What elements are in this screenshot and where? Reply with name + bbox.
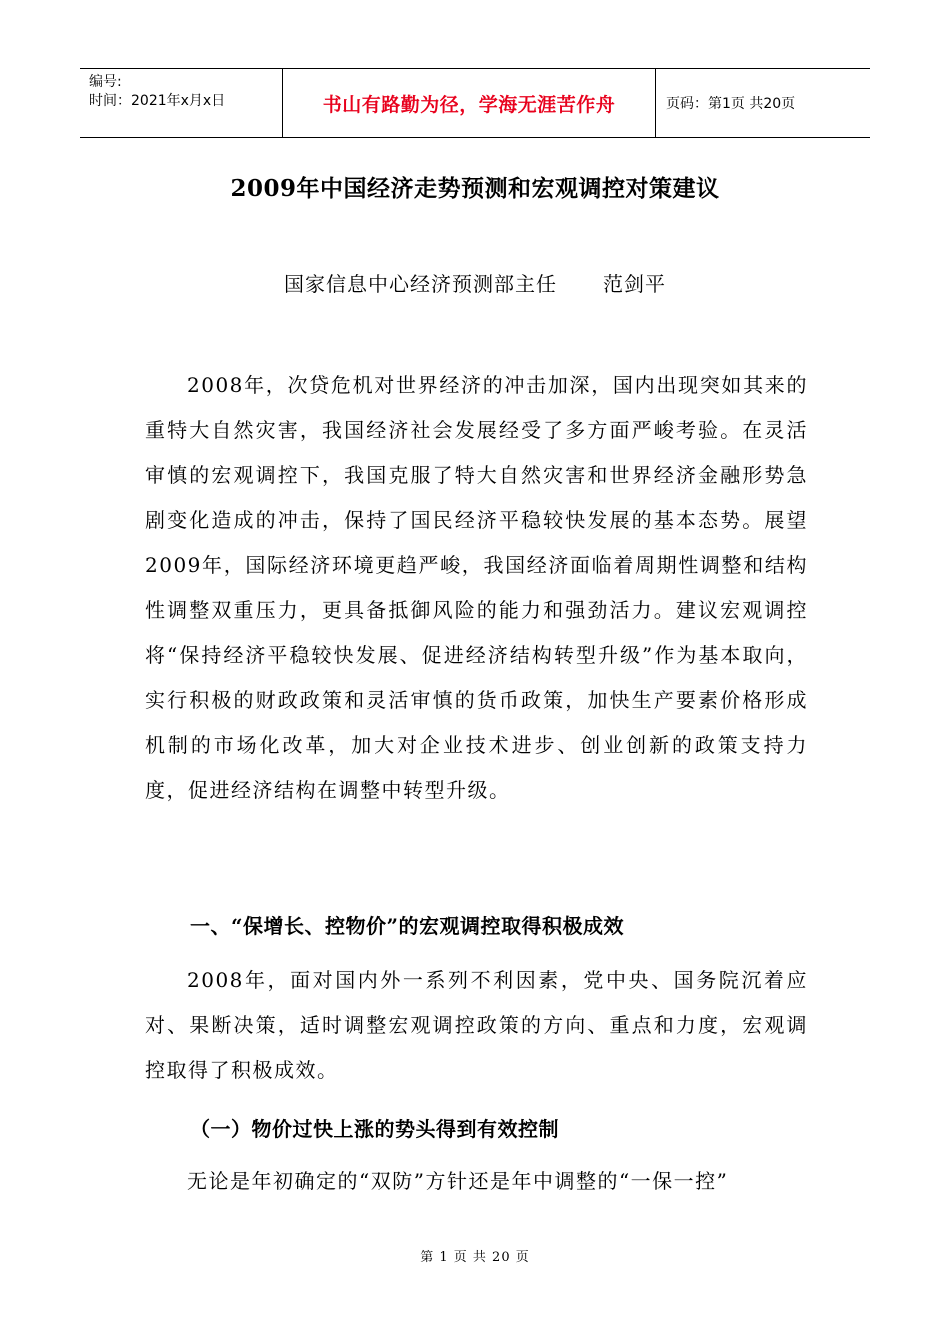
document-time-label: 时间：2021年x月x日 (89, 93, 226, 109)
subsection-1-paragraph: 无论是年初确定的“双防”方针还是年中调整的“一保一控” (187, 1169, 729, 1193)
document-title: 2009年中国经济走势预测和宏观调控对策建议 (230, 175, 720, 202)
intro-paragraph: 2008年，次贷危机对世界经济的冲击加深，国内出现突如其来的重特大自然灾害，我国经济社会发展经受了多方面严峻考验。在灵活审慎的宏观调控下，我国克服了特大自然灾害和世界经济金融形势急剧变化造成的冲击，保持了国民经济平稳较快发展的基本态势。展望2009年，国际经济环境更趋严峻，我国经济面临着周期性调整和结构性调整双重压力，更具备抵御风险的能力和强劲活力。建议宏观调控将“保持经济平稳较快发展、促进经济结构转型升级”作为基本取向，实行积极的财政政策和灵活审慎的货币政策，加快生产要素价格形成机制的市场化改革，加大对企业技术进步、创业创新的政策支持力度，促进经济结构在调整中转型升级。 (145, 373, 808, 802)
header-meta (80, 69, 282, 137)
page-footer: 第 1 页 共 20 页 (420, 1250, 530, 1265)
section-heading-1: 一、“保增长、控物价”的宏观调控取得积极成效 (190, 914, 625, 938)
subsection-heading-1: （一）物价过快上涨的势头得到有效控制 (190, 1117, 559, 1141)
page-header (80, 68, 870, 138)
header-motto: 书山有路勤为径，学海无涯苦作舟 (282, 69, 656, 137)
author-name: 范剑平 (603, 272, 666, 296)
document-number-label: 编号: (89, 74, 122, 90)
author-position: 国家信息中心经济预测部主任 (284, 272, 557, 296)
author-line (0, 268, 950, 297)
section-1-paragraph: 2008年，面对国内外一系列不利因素，党中央、国务院沉着应对、果断决策，适时调整宏观调控政策的方向、重点和力度，宏观调控取得了积极成效。 (145, 968, 808, 1082)
header-page-info: 页码：第1页 共20页 (666, 96, 796, 112)
